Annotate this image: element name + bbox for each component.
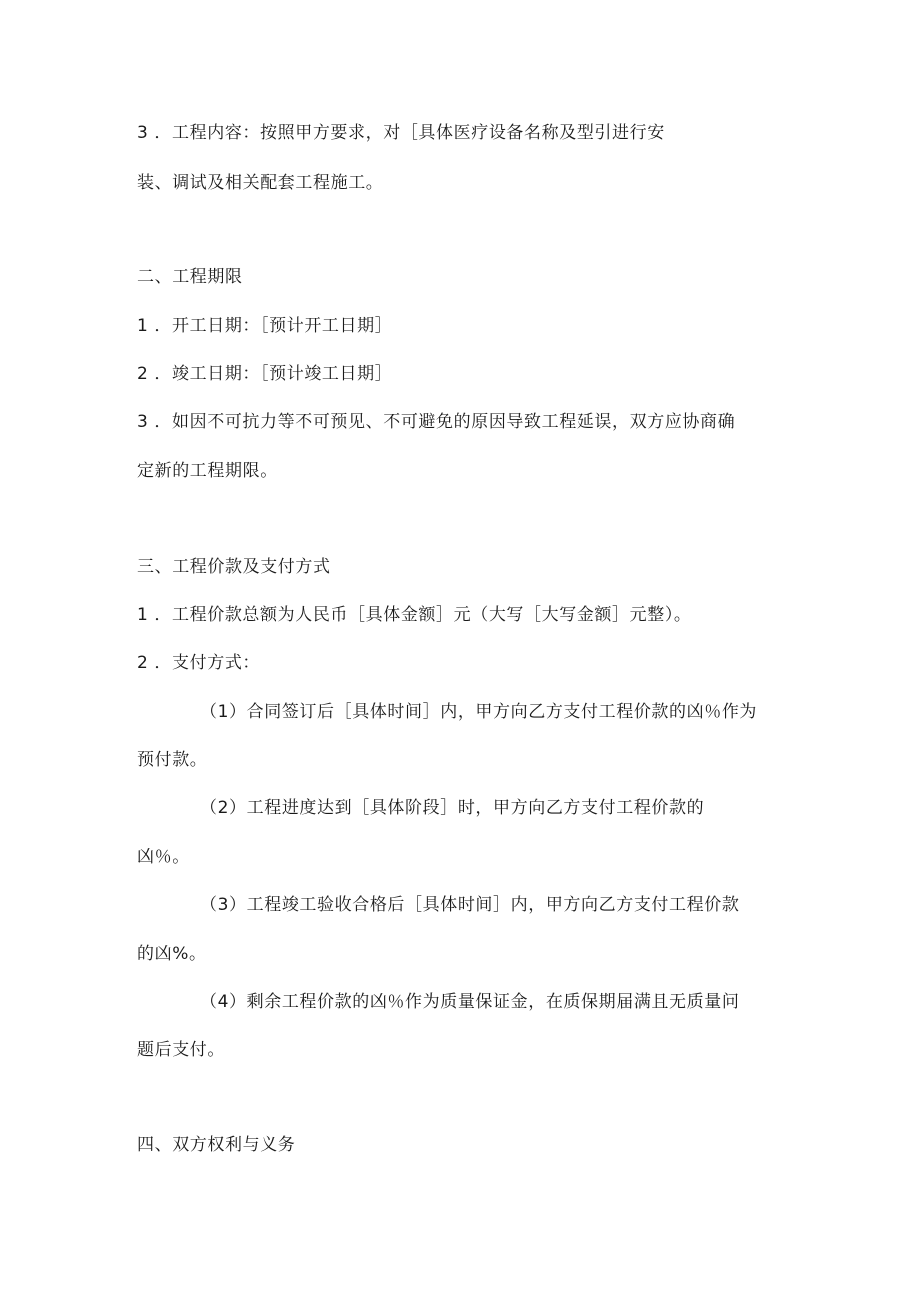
section-heading: 四、双方权利与义务 xyxy=(137,1135,296,1155)
paragraph-line: 装、调试及相关配套工程施工。 xyxy=(137,173,384,193)
paragraph-line: （4）剩余工程价款的凶％作为质量保证金，在质保期届满且无质量问 xyxy=(200,992,740,1012)
paragraph-line: 2 ．支付方式： xyxy=(137,653,261,673)
section-heading: 三、工程价款及支付方式 xyxy=(137,557,331,577)
paragraph-line: 2 ．竣工日期：［预计竣工日期］ xyxy=(137,364,393,384)
paragraph-line: 的凶%。 xyxy=(137,944,207,964)
paragraph-line: （2）工程进度达到［具体阶段］时，甲方向乙方支付工程价款的 xyxy=(200,798,705,818)
paragraph-line: 预付款。 xyxy=(137,750,208,770)
paragraph-line: 3 ．工程内容：按照甲方要求，对［具体医疗设备名称及型引进行安 xyxy=(137,123,665,143)
paragraph-line: 1 ．开工日期：［预计开工日期］ xyxy=(137,316,393,336)
paragraph-line: 1 ．工程价款总额为人民币［具体金额］元（大写［大写金额］元整）。 xyxy=(137,605,692,625)
paragraph-line: （1）合同签订后［具体时间］内，甲方向乙方支付工程价款的凶％作为 xyxy=(200,702,758,722)
paragraph-line: 3 ．如因不可抗力等不可预见、不可避免的原因导致工程延误，双方应协商确 xyxy=(137,412,736,432)
paragraph-line: （3）工程竣工验收合格后［具体时间］内，甲方向乙方支付工程价款 xyxy=(200,895,740,915)
section-heading: 二、工程期限 xyxy=(137,267,243,287)
paragraph-line: 题后支付。 xyxy=(137,1040,225,1060)
paragraph-line: 定新的工程期限。 xyxy=(137,461,278,481)
paragraph-line: 凶％。 xyxy=(137,847,190,867)
